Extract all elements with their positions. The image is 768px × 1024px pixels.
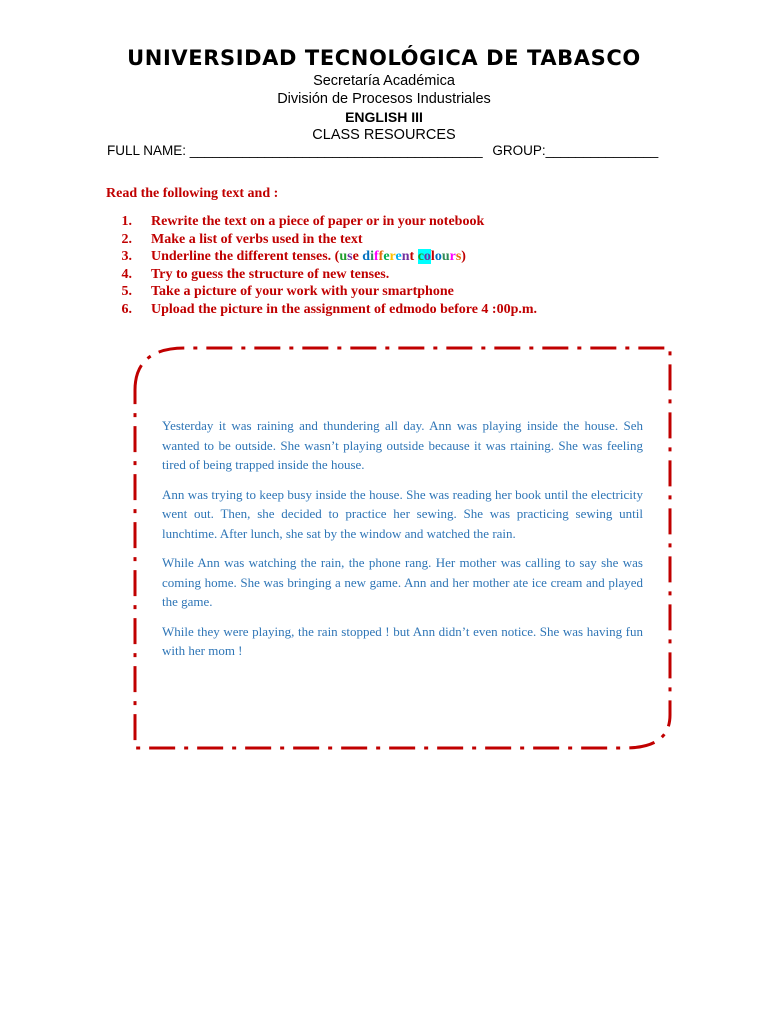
instruction-list	[106, 213, 706, 319]
instructions	[106, 185, 706, 319]
university-title: UNIVERSIDAD TECNOLÓGICA DE TABASCO	[127, 46, 641, 70]
instruction-item: 3. Underline the different tenses. (use different colours)	[121, 249, 466, 265]
instruction-item: 4. Try to guess the structure of new tenses.	[121, 266, 390, 282]
document-header	[0, 44, 768, 144]
secretaria-line: Secretaría Académica	[313, 73, 455, 89]
division-line: División de Procesos Industriales	[277, 91, 491, 107]
instruction-item: 1. Rewrite the text on a piece of paper or in your notebook	[121, 214, 485, 229]
reading-paragraph: Yesterday it was raining and thundering all day. Ann was playing inside the house. Seh wanted to be outside. She wasn’t playing outside because it was rtaining. She was feeling tired of being trapped inside the house.	[162, 418, 643, 472]
full-name-field[interactable]: FULL NAME: _______________________________________	[107, 143, 483, 158]
reading-paragraph: Ann was trying to keep busy inside the house. She was reading her book until the electricity went out. Then, she decided to practice her sewing. She was practicing sewing until lunchtime. After lunch, she sat by the window and watched the rain.	[162, 486, 643, 541]
course-title: ENGLISH III	[345, 109, 423, 125]
rainbow-colored-text: use different colours	[339, 249, 462, 265]
instruction-item: 5. Take a picture of your work with your smartphone	[121, 284, 454, 300]
instruction-item: 2. Make a list of verbs used in the text	[121, 231, 363, 247]
instructions-title: Read the following text and :	[106, 186, 279, 201]
resources-line: CLASS RESOURCES	[312, 127, 456, 143]
group-field[interactable]: GROUP:_______________	[492, 143, 659, 158]
reading-paragraph: While they were playing, the rain stopped ! but Ann didn’t even notice. She was having fun with her mom !	[162, 623, 643, 658]
instruction-item: 6. Upload the picture in the assignment of edmodo before 4 :00p.m.	[121, 301, 538, 317]
reading-paragraph: While Ann was watching the rain, the phone rang. Her mother was calling to say she was coming home. She was bringing a new game. Ann and her mother ate ice cream and played the game.	[162, 555, 643, 609]
reading-text	[162, 416, 643, 671]
name-group-line	[107, 143, 707, 158]
